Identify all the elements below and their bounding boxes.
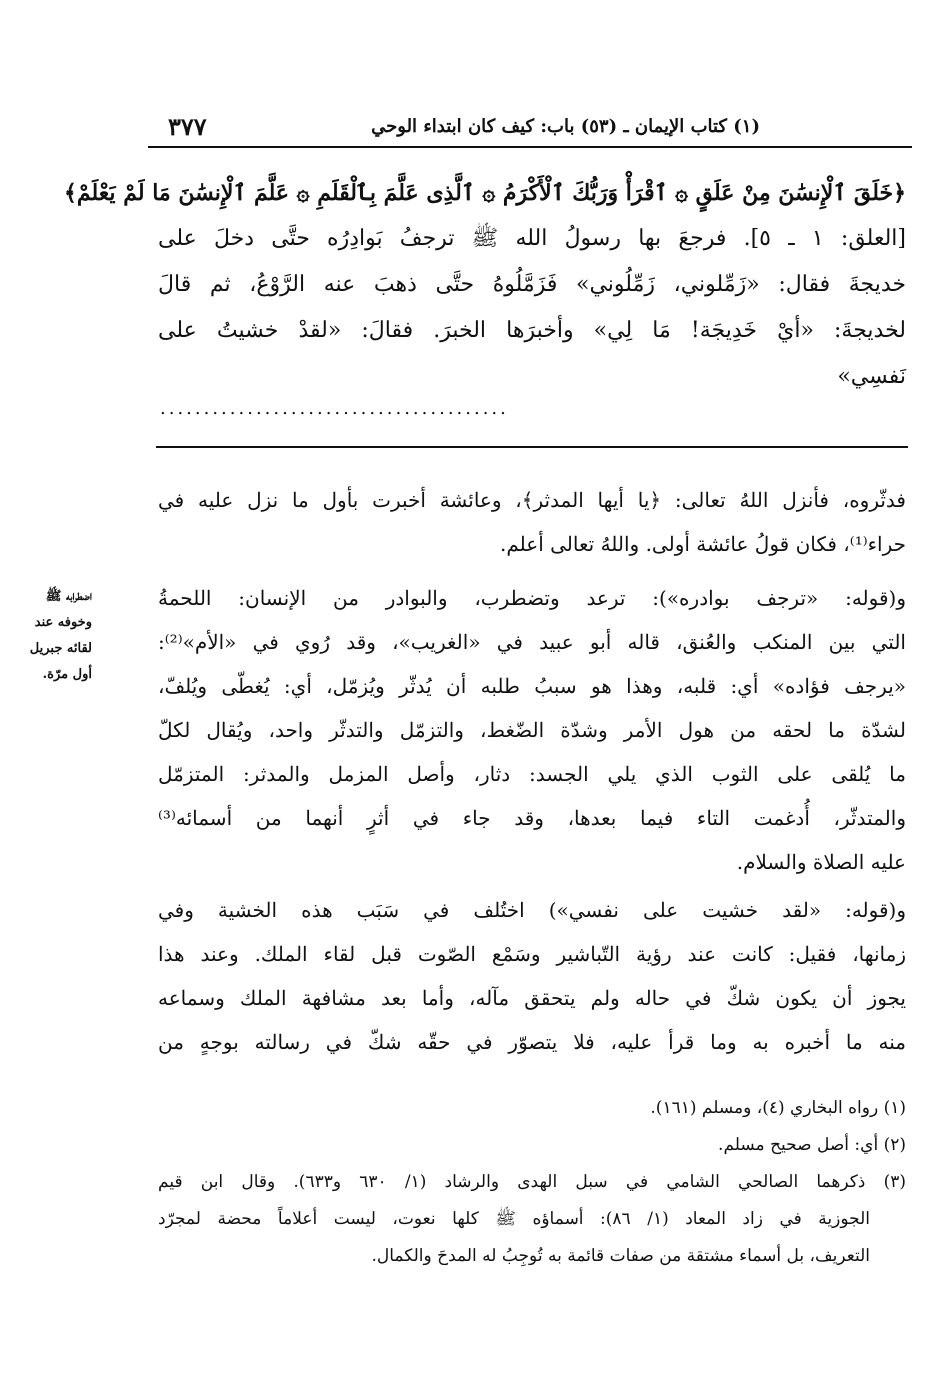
page-header [150, 108, 910, 144]
quran-verse-line: ﴿خَلَقَ ٱلْإِنسَٰنَ مِنْ عَلَقٍ ۞ ٱقْرَأْ وَرَبُّكَ ٱلْأَكْرَمُ ۞ ٱلَّذِى عَلَّمَ بِٱلْقَلَمِ ۞ عَلَّمَ ٱلْإِنسَٰنَ مَا لَمْ يَعْلَمْ﴾ [63, 180, 906, 206]
commentary-paragraph-2 [158, 576, 906, 884]
footnote-3-continued: التعريف، بل أسماء مشتقة من صفات قائمة به تُوجِبُ له المدحَ والكمال. [371, 1246, 870, 1266]
margin-note [0, 584, 92, 688]
header-rule [148, 146, 912, 148]
commentary-line: منه ما أخبره به وما قرأ عليه، فلا يتصوّر في حقّه شكّ في رسالته بوجهٍ من [158, 1030, 906, 1054]
hadith-text [63, 170, 906, 400]
commentary-line: زمانها، فقيل: كانت عند رؤية التّباشير وسَمْع الصّوت قبل لقاء الملك. وعند هذا [158, 942, 906, 966]
commentary-line: عليه الصلاة والسلام. [736, 850, 906, 874]
footnote-rule [560, 1078, 910, 1079]
commentary-line: «يرجف فؤاده» أي: قلبه، وهذا هو سببُ طلبه أن يُدثّر ويُزمّل، أي: يُغطّى ويُلفّ، [158, 674, 906, 698]
commentary-paragraph-1 [158, 478, 906, 566]
commentary-line: و(قوله: «ترجف بوادره»): ترعد وتضطرب، والبوادر من الإنسان: اللحمةُ [158, 586, 906, 610]
commentary-line: فدثّروه، فأنزل اللهُ تعالى: ﴿يا أيها المدثر﴾، وعائشة أخبرت بأول ما نزل عليه في [158, 488, 906, 512]
commentary-line: التي بين المنكب والعُنق، قاله أبو عبيد في «الغريب»، وقد رُوي في «الأم»⁽²⁾: [158, 630, 906, 654]
margin-note-line: اضطرابه ﷺ [45, 589, 92, 604]
footnotes [158, 1090, 906, 1275]
hadith-line: خديجةَ فقال: «زَمِّلوني، زَمِّلُوني» فَزَمَّلُوهُ حتَّى ذهبَ عنه الرَّوْعُ، ثم قالَ [158, 272, 906, 297]
hadith-line: لخديجةَ: «أيْ خَدِيجَة! مَا لِي» وأخبرَها الخبرَ. فقالَ: «لقدْ خشيتُ على [158, 318, 906, 343]
margin-note-line: وخوفه عند [34, 615, 92, 630]
margin-note-line: أول مرّة. [42, 667, 92, 682]
hadith-line: [العلق: ١ ـ ٥]. فرجعَ بها رسولُ الله ﷺ ترجفُ بَوادِرُه حتَّى دخلَ على [158, 226, 906, 251]
footnote-3: (٣) ذكرهما الصالحي الشامي في سبل الهدى والرشاد (١/ ٦٣٠ و٦٣٣). وقال ابن قيم [158, 1172, 906, 1192]
commentary-line: والمتدثّر، أُدغمت التاء فيما بعدها، وقد جاء في أثرٍ أنهما من أسمائه⁽³⁾ [158, 806, 906, 830]
running-title: (١) كتاب الإيمان ـ (٥٣) باب: كيف كان ابتداء الوحي [371, 116, 760, 137]
margin-note-line: لقائه جبريل [29, 641, 92, 656]
hadith-line: نَفسِي» [837, 364, 906, 389]
commentary-line: يجوز أن يكون شكّ في حاله ولم يتحقق مآله، وأما بعد مشافهة الملك وسماعه [158, 986, 906, 1010]
footnote-2: (٢) أي: أصل صحيح مسلم. [718, 1135, 906, 1155]
commentary-line: و(قوله: «لقد خشيت على نفسي») اختُلف في سَبَب هذه الخشية وفي [158, 898, 906, 922]
commentary-line: ما يُلقى على الثوب الذي يلي الجسد: دثار، وأصل المزمل والمدثر: المتزمّل [158, 762, 906, 786]
commentary-paragraph-3 [158, 888, 906, 1064]
ellipsis-dots: ........................................ [160, 398, 509, 419]
footnote-3-continued: الجوزية في زاد المعاد (١/ ٨٦): أسماؤه ﷺ كلها نعوت، ليست أعلاماً محضة لمجرّد [158, 1209, 870, 1229]
page-number: ٣٧٧ [168, 112, 207, 141]
section-divider [156, 446, 908, 448]
commentary-line: لشدّة ما لحقه من هول الأمر وشدّة الضّغط، والتزمّل والتدثّر واحد، ويُقال لكلّ [158, 718, 906, 742]
footnote-1: (١) رواه البخاري (٤)، ومسلم (١٦١). [650, 1098, 906, 1118]
commentary-line: حراء⁽¹⁾، فكان قولُ عائشة أولى. واللهُ تعالى أعلم. [500, 532, 906, 556]
